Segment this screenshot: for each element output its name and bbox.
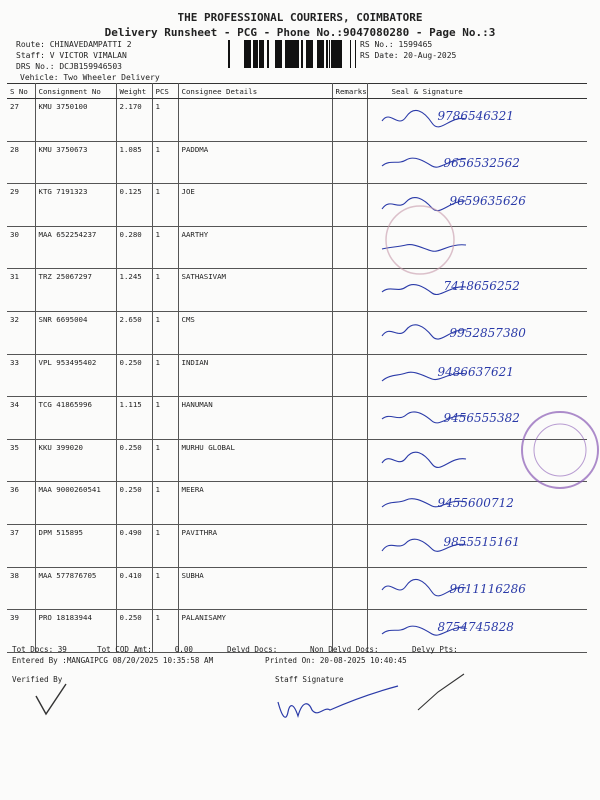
remarks-cell: [332, 99, 367, 142]
handwritten-phone: 9456555382: [443, 411, 520, 426]
signature-cell: [367, 524, 587, 567]
signature-cell: [367, 567, 587, 610]
consignment-cell: SNR 6695004: [35, 311, 116, 354]
staff-signature-label: Staff Signature: [275, 675, 344, 684]
consignee-cell: MURHU GLOBAL: [178, 439, 332, 482]
consignment-cell: MAA 652254237: [35, 226, 116, 269]
consignment-cell: KMU 3750673: [35, 141, 116, 184]
sno-cell: 30: [7, 226, 35, 269]
remarks-cell: [332, 184, 367, 227]
consignment-cell: PRO 18183944: [35, 610, 116, 653]
remarks-cell: [332, 397, 367, 440]
seal-stamp-icon-2: [370, 200, 470, 280]
pcs-cell: 1: [152, 482, 178, 525]
remarks-cell: [332, 482, 367, 525]
handwritten-phone: 8754745828: [437, 620, 514, 635]
consignee-cell: CMS: [178, 311, 332, 354]
weight-cell: 0.250: [116, 610, 152, 653]
runsheet-title: Delivery Runsheet - PCG - Phone No.:9047080280 - Page No.:3: [104, 26, 496, 39]
consignment-cell: KTG 7191323: [35, 184, 116, 227]
entered-by: Entered By :MANGAIPCG 08/20/2025 10:35:58 AM: [12, 656, 214, 665]
weight-cell: 2.170: [116, 99, 152, 142]
consignment-cell: MAA 9000260541: [35, 482, 116, 525]
sno-cell: 32: [7, 311, 35, 354]
handwritten-phone: 7418656252: [443, 279, 520, 294]
remarks-cell: [332, 141, 367, 184]
table-header-row: [7, 84, 587, 99]
weight-cell: 0.250: [116, 482, 152, 525]
signature-scribble-icon: [380, 444, 470, 474]
weight-cell: 0.125: [116, 184, 152, 227]
pcs-cell: 1: [152, 524, 178, 567]
remarks-cell: [332, 439, 367, 482]
col-pcs: PCS: [152, 84, 178, 99]
pcs-cell: 1: [152, 439, 178, 482]
weight-cell: 0.280: [116, 226, 152, 269]
handwritten-phone: 9952857380: [449, 325, 526, 340]
consignee-cell: MEERA: [178, 482, 332, 525]
verified-by-label: Verified By: [12, 675, 63, 684]
remarks-cell: [332, 311, 367, 354]
consignee-cell: PADDMA: [178, 141, 332, 184]
runsheet-table: [7, 83, 587, 653]
consignment-cell: KMU 3750100: [35, 99, 116, 142]
sno-cell: 35: [7, 439, 35, 482]
table-row: [7, 141, 587, 184]
printed-on: Printed On: 20-08-2025 10:40:45: [265, 656, 407, 665]
consignee-cell: INDIAN: [178, 354, 332, 397]
consignee-cell: [178, 99, 332, 142]
table-row: [7, 226, 587, 269]
consignee-cell: AARTHY: [178, 226, 332, 269]
pcs-cell: 1: [152, 354, 178, 397]
total-cod: Tot COD Amt: 0.00: [97, 645, 194, 654]
remarks-cell: [332, 226, 367, 269]
rs-number: RS No.: 1599465: [360, 40, 433, 49]
col-remarks: Remarks: [332, 84, 367, 99]
remarks-cell: [332, 567, 367, 610]
pcs-cell: 1: [152, 269, 178, 312]
consignment-cell: DPM 515895: [35, 524, 116, 567]
rs-date: RS Date: 20-Aug-2025: [360, 51, 457, 60]
sno-cell: 27: [7, 99, 35, 142]
weight-cell: 0.410: [116, 567, 152, 610]
weight-cell: 0.250: [116, 439, 152, 482]
sno-cell: 29: [7, 184, 35, 227]
vehicle-label: Vehicle: Two Wheeler Delivery: [20, 73, 160, 82]
signature-cell: [367, 99, 587, 142]
table-row: [7, 610, 587, 653]
signature-cell: [367, 354, 587, 397]
pcs-cell: 1: [152, 141, 178, 184]
table-row: [7, 99, 587, 142]
weight-cell: 1.245: [116, 269, 152, 312]
table-row: [7, 524, 587, 567]
table-row: [7, 354, 587, 397]
weight-cell: 1.085: [116, 141, 152, 184]
handwritten-phone: 9611116286: [449, 581, 526, 596]
signature-cell: [367, 610, 587, 653]
handwritten-phone: 9786546321: [437, 109, 514, 123]
pcs-cell: 1: [152, 397, 178, 440]
remarks-cell: [332, 354, 367, 397]
signature-cell: [367, 141, 587, 184]
table-row: [7, 269, 587, 312]
consignee-cell: SUBHA: [178, 567, 332, 610]
handwritten-phone: 9656532562: [443, 155, 520, 170]
consignee-cell: HANUMAN: [178, 397, 332, 440]
pcs-cell: 1: [152, 184, 178, 227]
sno-cell: 39: [7, 610, 35, 653]
col-signature: Seal & Signature: [367, 84, 587, 99]
table-row: [7, 567, 587, 610]
consignee-cell: PAVITHRA: [178, 524, 332, 567]
sno-cell: 28: [7, 141, 35, 184]
seal-stamp-icon: [500, 405, 600, 495]
staff-signature-icon: [268, 672, 468, 732]
non-delivered-docs: Non Delvd Docs:: [310, 645, 379, 654]
col-consignment: Consignment No: [35, 84, 116, 99]
pcs-cell: 1: [152, 226, 178, 269]
consignment-cell: MAA 577876705: [35, 567, 116, 610]
weight-cell: 1.115: [116, 397, 152, 440]
table-row: [7, 311, 587, 354]
col-sno: S No: [7, 84, 35, 99]
sno-cell: 36: [7, 482, 35, 525]
col-consignee: Consignee Details: [178, 84, 332, 99]
consignee-cell: PALANISAMY: [178, 610, 332, 653]
weight-cell: 0.250: [116, 354, 152, 397]
route-label: Route: CHINAVEDAMPATTI 2: [16, 40, 132, 49]
consignee-cell: SATHASIVAM: [178, 269, 332, 312]
weight-cell: 0.490: [116, 524, 152, 567]
signature-cell: [367, 311, 587, 354]
consignment-cell: TCG 41865996: [35, 397, 116, 440]
consignment-cell: KKU 399020: [35, 439, 116, 482]
sno-cell: 33: [7, 354, 35, 397]
pcs-cell: 1: [152, 610, 178, 653]
total-docs: Tot Docs: 39: [12, 645, 67, 654]
weight-cell: 2.650: [116, 311, 152, 354]
pcs-cell: 1: [152, 311, 178, 354]
handwritten-phone: 9455600712: [437, 496, 514, 511]
remarks-cell: [332, 269, 367, 312]
handwritten-phone: 9855515161: [443, 534, 520, 549]
handwritten-phone: 9486637621: [437, 364, 514, 379]
delivered-docs: Delvd Docs:: [227, 645, 278, 654]
remarks-cell: [332, 524, 367, 567]
company-name: THE PROFESSIONAL COURIERS, COIMBATORE: [177, 11, 423, 24]
consignee-cell: JOE: [178, 184, 332, 227]
delivery-points: Delvy Pts:: [412, 645, 458, 654]
consignment-cell: TRZ 25067297: [35, 269, 116, 312]
table-row: [7, 184, 587, 227]
handwritten-phone: 9659635626: [449, 194, 526, 209]
col-weight: Weight: [116, 84, 152, 99]
pcs-cell: 1: [152, 567, 178, 610]
drs-label: DRS No.: DCJB159946503: [16, 62, 122, 71]
sno-cell: 31: [7, 269, 35, 312]
pcs-cell: 1: [152, 99, 178, 142]
consignment-cell: VPL 953495402: [35, 354, 116, 397]
checkmark-icon: [30, 680, 70, 720]
sno-cell: 38: [7, 567, 35, 610]
barcode-icon: [228, 40, 356, 68]
sno-cell: 34: [7, 397, 35, 440]
sno-cell: 37: [7, 524, 35, 567]
staff-label: Staff: V VICTOR VIMALAN: [16, 51, 127, 60]
